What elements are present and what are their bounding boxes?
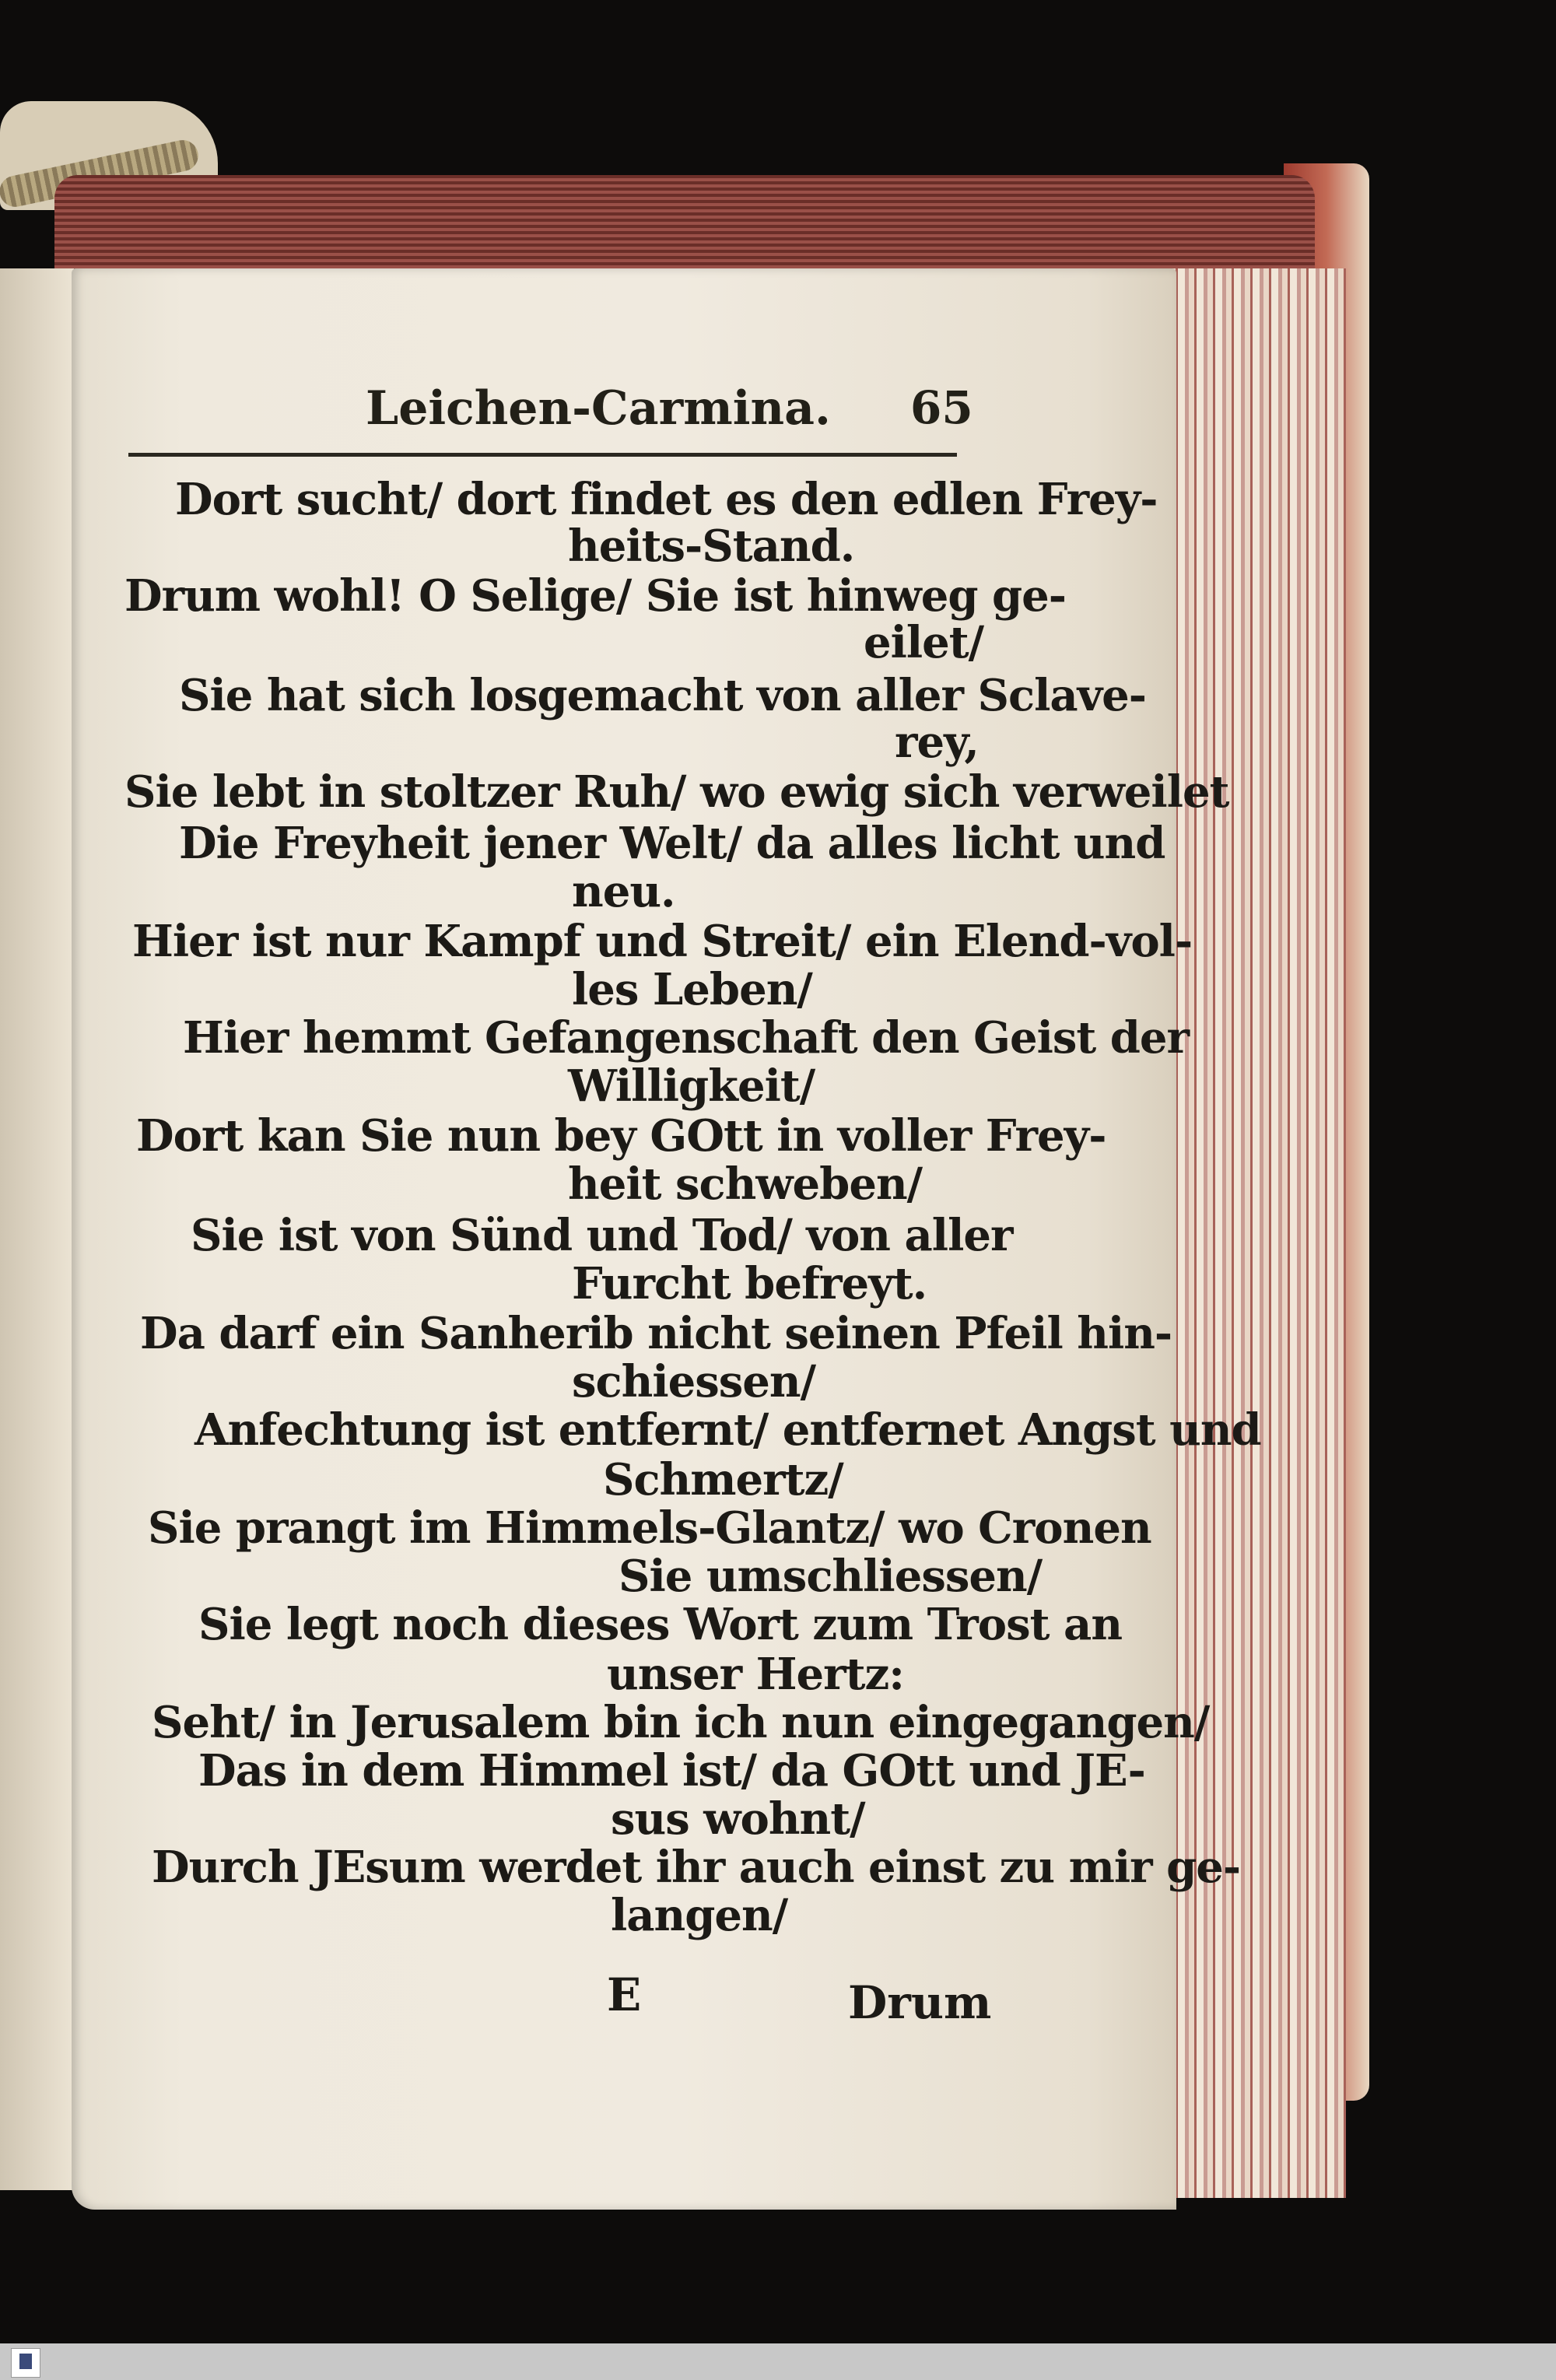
text-line: Drum wohl! O Selige/ Sie ist hinweg ge-	[124, 570, 1067, 622]
text-line: Anfechtung ist entfernt/ entfernet Angst und	[194, 1404, 1261, 1456]
text-line: Dort sucht/ dort findet es den edlen Frey-	[175, 474, 1158, 525]
text-line: Sie legt noch dieses Wort zum Trost an	[198, 1599, 1123, 1650]
text-line: Furcht befreyt.	[572, 1258, 927, 1309]
left-page-sliver	[0, 268, 76, 2190]
text-line: Die Freyheit jener Welt/ da alles licht und	[179, 818, 1165, 869]
text-line: Sie umschliessen/	[619, 1551, 1043, 1602]
page-number: 65	[910, 381, 973, 434]
text-line: les Leben/	[572, 964, 812, 1015]
header-rule	[128, 453, 957, 457]
text-line: Sie prangt im Himmels-Glantz/ wo Cronen	[148, 1502, 1151, 1554]
text-line: Schmertz/	[603, 1454, 843, 1505]
page-fore-edge	[1148, 268, 1346, 2198]
text-line: Sie ist von Sünd und Tod/ von aller	[191, 1210, 1013, 1261]
text-line: neu.	[572, 866, 675, 917]
viewer-bottom-bar	[0, 2343, 1556, 2380]
catchword: Drum	[848, 1976, 992, 2029]
text-line: Das in dem Himmel ist/ da GOtt und JE-	[198, 1745, 1145, 1796]
text-line: Seht/ in Jerusalem bin ich nun eingegangen/	[152, 1697, 1210, 1748]
text-line: Da darf ein Sanherib nicht seinen Pfeil hin-	[140, 1308, 1172, 1359]
text-line: heits-Stand.	[568, 521, 855, 572]
text-line: eilet/	[864, 617, 984, 668]
text-line: Hier ist nur Kampf und Streit/ ein Elend-vol-	[132, 916, 1193, 967]
page-top-edge	[54, 175, 1315, 276]
text-line: Hier hemmt Gefangenschaft den Geist der	[183, 1012, 1190, 1064]
text-line: langen/	[611, 1890, 788, 1941]
running-head: Leichen-Carmina.	[366, 381, 831, 436]
text-line: Durch JEsum werdet ihr auch einst zu mir ge-	[152, 1842, 1241, 1893]
signature-mark: E	[607, 1968, 642, 2021]
library-logo-icon	[11, 2348, 40, 2378]
text-line: sus wohnt/	[611, 1793, 865, 1845]
text-line: schiessen/	[572, 1356, 816, 1407]
text-line: unser Hertz:	[607, 1649, 904, 1700]
text-line: Willigkeit/	[568, 1060, 815, 1112]
text-line: rey,	[895, 717, 979, 768]
text-line: Dort kan Sie nun bey GOtt in voller Frey-	[136, 1110, 1106, 1162]
text-line: Sie hat sich losgemacht von aller Sclave-	[179, 670, 1147, 721]
text-line: heit schweben/	[568, 1158, 923, 1210]
text-line: Sie lebt in stoltzer Ruh/ wo ewig sich verweilet	[124, 766, 1229, 818]
